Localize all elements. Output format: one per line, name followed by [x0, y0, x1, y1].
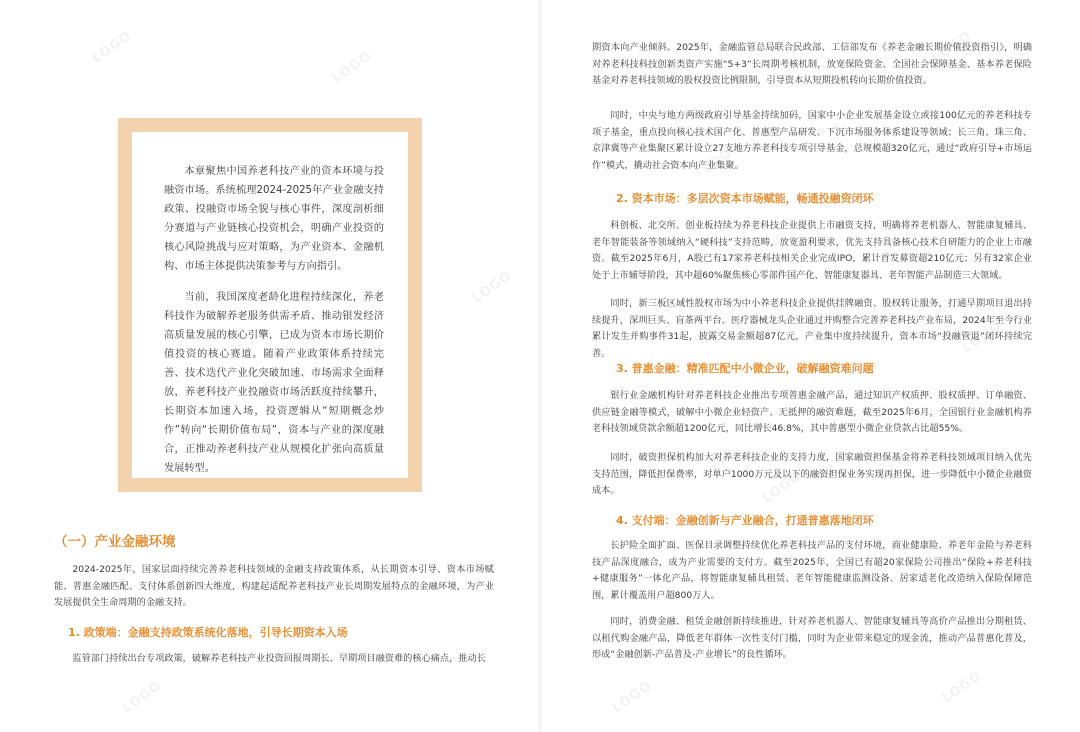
subsection-title-capital-market: 2. 资本市场：多层次资本市场赋能，畅通投融资闭环: [616, 192, 874, 205]
policy-paragraph-continued: 期资本向产业倾斜。2025年，金融监管总局联合民政部、工信部发布《养老金融长期价值投资指引》，明确对养老科技科技创新类资产实施“5+3”长周期考核机制，放宽保险资金、全国社会保障基金、基本养老保险基金对养老科技领域的股权投资比例限制，引导资本从短期投机转向长期价值投资。: [592, 42, 1032, 86]
bank-loan-paragraph: 银行业金融机构针对养老科技企业推出专项普惠金融产品，通过知识产权质押、股权质押、订单融资、供应链金融等模式，破解中小微企业轻资产、无抵押的融资难题，截至2025年6月，全国银行业金融机构养老科技领域贷款余额超1200亿元，同比增长46.8%，其中普惠型小微企业贷款占比超55%。: [592, 390, 1032, 434]
ipo-paragraph: 科创板、北交所、创业板持续为养老科技企业提供上市融资支持，明确将养老机器人、智能康复辅具、老年智能装备等领域纳入“硬科技”支持范畴，放宽盈利要求，优先支持具备核心技术自研能力的企业上市融资。截至2025年6月，A股已有17家养老科技相关企业完成IPO，累计首发募资超210亿元；另有32家企业处于上市辅导阶段，其中超60%聚焦核心零部件国产化、智能康复器具、老年智能产品制造三大领域。: [592, 220, 1032, 281]
abstract-box: [118, 118, 422, 492]
watermark: LOGO: [699, 138, 745, 177]
guide-fund-paragraph: 同时，中央与地方两级政府引导基金持续加码，国家中小企业发展基金设立或接100亿元的养老科技专项子基金，重点投向核心技术国产化、普惠型产品研发、下沉市场服务体系建设等领域；长三角、珠三角、京津冀等产业集聚区累计设立27支地方养老科技专项引导基金，总规模超320亿元，通过“政府引导+市场运作”模式，撬动社会资本向产业集聚。: [592, 110, 1032, 171]
consumer-finance-paragraph: 同时，消费金融、租赁金融创新持续推进，针对养老机器人、智能康复辅具等高价产品推出分期租赁、以租代购金融产品，降低老年群体一次性支付门槛，同时为企业带来稳定的现金流，推动产品普惠化普及，形成“金融创新-产品普及-产业增长”的良性循环。: [592, 616, 1032, 660]
insurance-paragraph: 长护险全面扩面、医保目录调整持续优化养老科技产品的支付环境，商业健康险、养老年金险与养老科技产品深度融合，成为产业需要的支付方。截至2025年，全国已有超20家保险公司推出“保险+养老科技+健康服务”一体化产品，将智能康复辅具租赁、老年智能健康监测设备、居家适老化改造纳入保险保障范围，累计覆盖用户超800万人。: [592, 540, 1032, 601]
watermark: LOGO: [119, 678, 165, 717]
right-page: [540, 0, 1080, 732]
watermark: LOGO: [329, 48, 375, 87]
watermark: LOGO: [469, 268, 515, 307]
abstract-paragraph-2: 当前，我国深度老龄化进程持续深化，养老科技作为破解养老服务供需矛盾、推动银发经济高质量发展的核心引擎，已成为资本市场长期价值投资的核心赛道。随着产业政策体系持续完善、技术迭代产业化突破加速、市场需求全面释放，养老科技产业投融资市场活跃度持续攀升，长期资本加速入场，投资逻辑从“短期概念炒作”转向“长期价值布局”，资本与产业的深度融合，正推动养老科技产业从规模化扩张向高质量发展转型。: [164, 292, 384, 474]
subsection-title-inclusive-finance: 3. 普惠金融：精准匹配中小微企业，破解融资难问题: [616, 362, 874, 375]
watermark: LOGO: [959, 318, 1005, 357]
policy-paragraph-start: 监管部门持续出台专项政策，破解养老科技产业投资回报周期长、早期项目融资难的核心痛点，推动长: [72, 653, 486, 664]
guarantee-paragraph: 同时，破资担保机构加大对养老科技企业的支持力度，国家融资担保基金将养老科技领域项目纳入优先支持范围，降低担保费率，对单户1000万元及以下的融资担保业务实现再担保，进一步降低中小微企业融资成本。: [592, 452, 1032, 496]
watermark: LOGO: [89, 28, 135, 67]
watermark: LOGO: [759, 468, 805, 507]
section-intro-paragraph: 2024-2025年，国家层面持续完善养老科技领域的金融支持政策体系，从长期资本引导、资本市场赋能、普惠金融匹配、支付体系创新四大维度，构建起适配养老科技产业长周期发展特点的金融环境，为产业发展提供全生命周期的金融支持。: [54, 564, 494, 608]
mna-paragraph: 同时，新三板区域性股权市场为中小养老科技企业提供挂牌融资、股权转让服务，打通早期项目退出持续提升，深圳巨头、盲茶两平台、医疗器械龙头企业通过并购整合完善养老科技产业布局，2024年至今行业累计发生并购事件31起，披露交易金额超87亿元，产业集中度持续提升，资本市场“投融管退”闭环持续完善。: [592, 298, 1032, 359]
watermark: LOGO: [939, 668, 985, 707]
subsection-title-policy: 1. 政策端：金融支持政策系统化落地，引导长期资本入场: [68, 626, 348, 639]
watermark: LOGO: [609, 678, 655, 717]
watermark: LOGO: [929, 28, 975, 67]
section-title: （一）产业金融环境: [54, 534, 176, 550]
abstract-inner: [132, 132, 408, 478]
abstract-paragraph-1: 本章聚焦中国养老科技产业的资本环境与投融资市场。系统梳理2024-2025年产业金融支持政策、投融资市场全貌与核心事件，深度剖析细分赛道与产业链核心投资机会，明确产业投资的核心风险挑战与应对策略，为产业资本、金融机构、市场主体提供决策参考与方向指引。: [164, 166, 384, 272]
subsection-title-payment: 4. 支付端：金融创新与产业融合，打通普惠落地闭环: [616, 514, 874, 527]
